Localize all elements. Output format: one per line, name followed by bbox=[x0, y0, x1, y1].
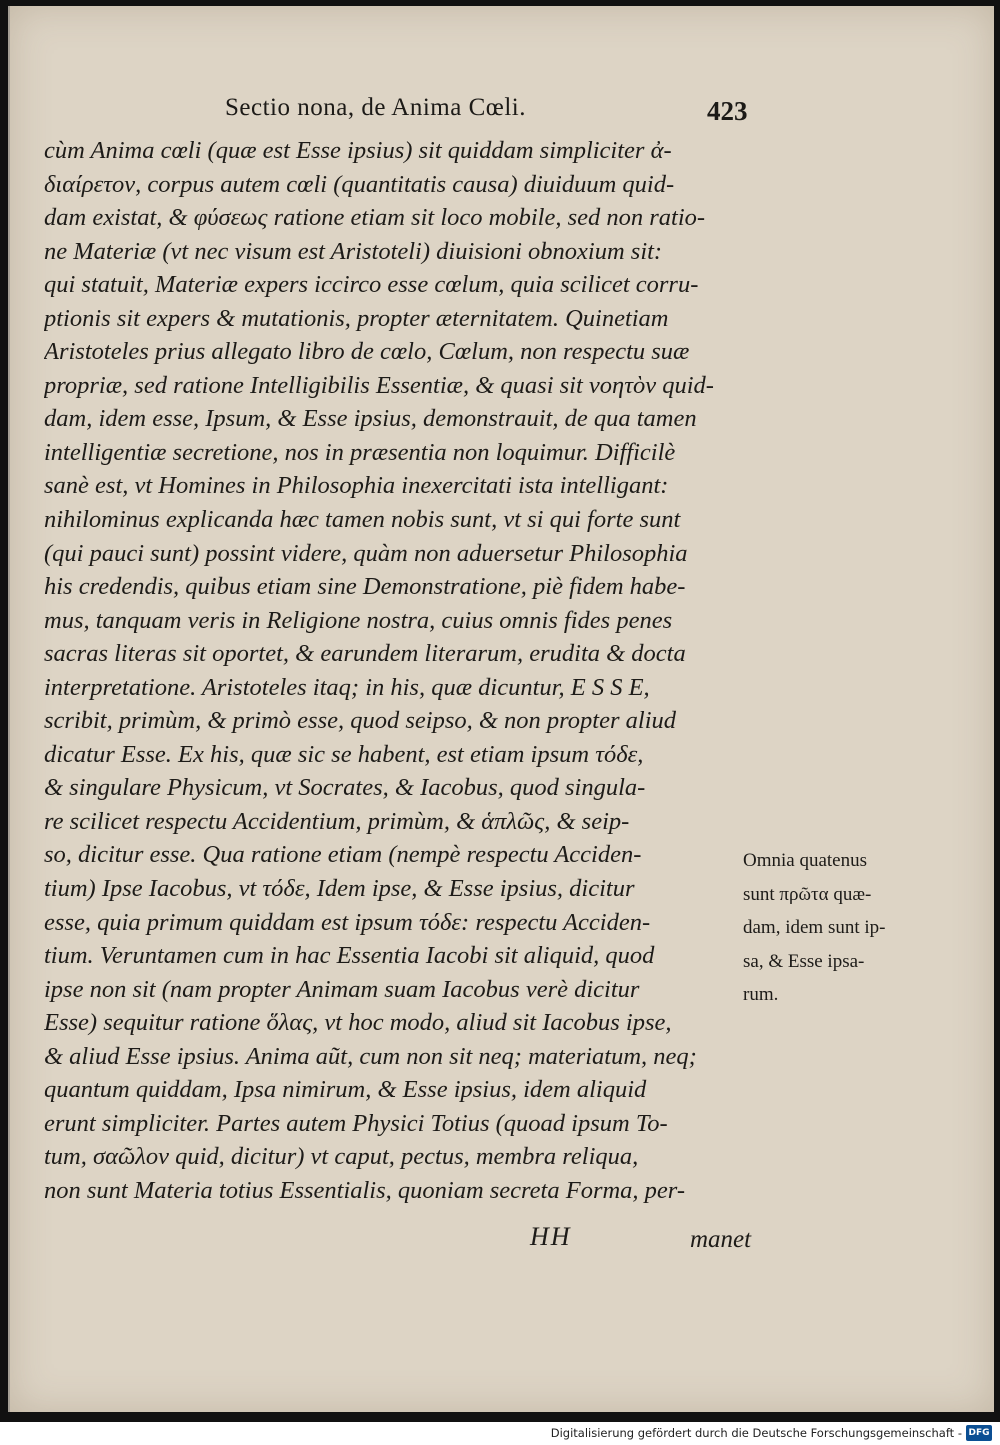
text-line: nihilominus explicanda hæc tamen nobis sunt, vt si qui forte sunt bbox=[44, 506, 681, 534]
funding-credit: Digitalisierung gefördert durch die Deutsche Forschungsgemeinschaft - bbox=[550, 1426, 962, 1440]
text-line: erunt simpliciter. Partes autem Physici Totius (quoad ipsum To- bbox=[44, 1109, 668, 1137]
text-line: dam existat, & φύσεως ratione etiam sit loco mobile, sed non ratio- bbox=[44, 204, 706, 232]
text-line: propriæ, sed ratione Intelligibilis Essentiæ, & quasi sit νοητὸν quid- bbox=[44, 371, 714, 399]
page-number: 423 bbox=[707, 96, 748, 126]
text-line: quantum quiddam, Ipsa nimirum, & Esse ipsius, idem aliquid bbox=[44, 1076, 647, 1104]
book-page bbox=[8, 6, 994, 1412]
dfg-logo: DFG bbox=[966, 1425, 992, 1441]
margin-note-line: dam, idem sunt ip- bbox=[743, 917, 886, 938]
page-footer-catchwords bbox=[44, 1222, 754, 1256]
body-text bbox=[44, 134, 754, 1208]
margin-note-line: sa, & Esse ipsa- bbox=[743, 950, 865, 972]
text-line: cùm Anima cœli (quæ est Esse ipsius) sit quiddam simpliciter ἀ- bbox=[44, 137, 672, 164]
text-line: ne Materiæ (vt nec visum est Aristoteli) diuisioni obnoxium sit: bbox=[44, 237, 663, 265]
text-line: (qui pauci sunt) possint videre, quàm non aduersetur Philosophia bbox=[44, 539, 688, 567]
running-head: Sectio nona, de Anima Cœli. bbox=[225, 94, 526, 121]
text-line: sanè est, vt Homines in Philosophia inexercitati ista intelligant: bbox=[44, 472, 669, 500]
signature-mark: HH bbox=[530, 1222, 572, 1251]
text-line: mus, tanquam veris in Religione nostra, cuius omnis fides penes bbox=[44, 606, 673, 634]
text-line: tium) Ipse Iacobus, vt τόδε, Idem ipse, & Esse ipsius, dicitur bbox=[44, 875, 635, 903]
text-line: ptionis sit expers & mutationis, propter æternitatem. Quinetiam bbox=[44, 304, 669, 332]
text-line: διαίρετον, corpus autem cœli (quantitatis causa) diuiduum quid- bbox=[44, 170, 675, 198]
text-line: non sunt Materia totius Essentialis, quoniam secreta Forma, per- bbox=[44, 1176, 686, 1204]
text-line: Esse) sequitur ratione ὅλας, vt hoc modo, aliud sit Iacobus ipse, bbox=[44, 1009, 672, 1037]
text-line: dam, idem esse, Ipsum, & Esse ipsius, demonstrauit, de qua tamen bbox=[44, 405, 697, 433]
margin-note-line: sunt πρῶτα quæ- bbox=[743, 883, 872, 905]
margin-note bbox=[743, 844, 933, 1012]
page-header bbox=[10, 94, 994, 134]
text-line: sacras literas sit oportet, & earundem literarum, erudita & docta bbox=[44, 640, 686, 668]
text-line: Aristoteles prius allegato libro de cœlo, Cœlum, non respectu suæ bbox=[44, 338, 690, 366]
text-line: dicatur Esse. Ex his, quæ sic se habent, est etiam ipsum τόδε, bbox=[44, 740, 644, 768]
text-line: esse, quia primum quiddam est ipsum τόδε: respectu Acciden- bbox=[44, 908, 651, 936]
catchword: manet bbox=[690, 1226, 752, 1253]
text-line: qui statuit, Materiæ expers iccirco esse cœlum, quia scilicet corru- bbox=[44, 271, 699, 299]
text-line: ipse non sit (nam propter Animam suam Iacobus verè dicitur bbox=[44, 975, 640, 1003]
text-line: intelligentiæ secretione, nos in præsentia non loquimur. Difficilè bbox=[44, 438, 676, 466]
text-line: & singulare Physicum, vt Socrates, & Iacobus, quod singula- bbox=[44, 774, 646, 802]
digitization-footer bbox=[0, 1422, 1000, 1445]
text-line: so, dicitur esse. Qua ratione etiam (nempè respectu Acciden- bbox=[44, 841, 642, 869]
text-line: & aliud Esse ipsius. Anima aũt, cum non sit neq; materiatum, neq; bbox=[44, 1042, 697, 1070]
margin-note-line: Omnia quatenus bbox=[743, 850, 868, 871]
text-line: scribit, primùm, & primò esse, quod seipso, & non propter aliud bbox=[44, 707, 677, 735]
text-line: re scilicet respectu Accidentium, primùm, & ἁπλῶς, & seip- bbox=[44, 807, 630, 835]
margin-note-line: rum. bbox=[743, 984, 779, 1005]
text-line: tum, σαῶλον quid, dicitur) vt caput, pectus, membra reliqua, bbox=[44, 1143, 639, 1171]
text-line: interpretatione. Aristoteles itaq; in his, quæ dicuntur, E S S E, bbox=[44, 673, 650, 701]
text-line: his credendis, quibus etiam sine Demonstratione, piè fidem habe- bbox=[44, 573, 686, 601]
text-line: tium. Veruntamen cum in hac Essentia Iacobi sit aliquid, quod bbox=[44, 942, 655, 970]
